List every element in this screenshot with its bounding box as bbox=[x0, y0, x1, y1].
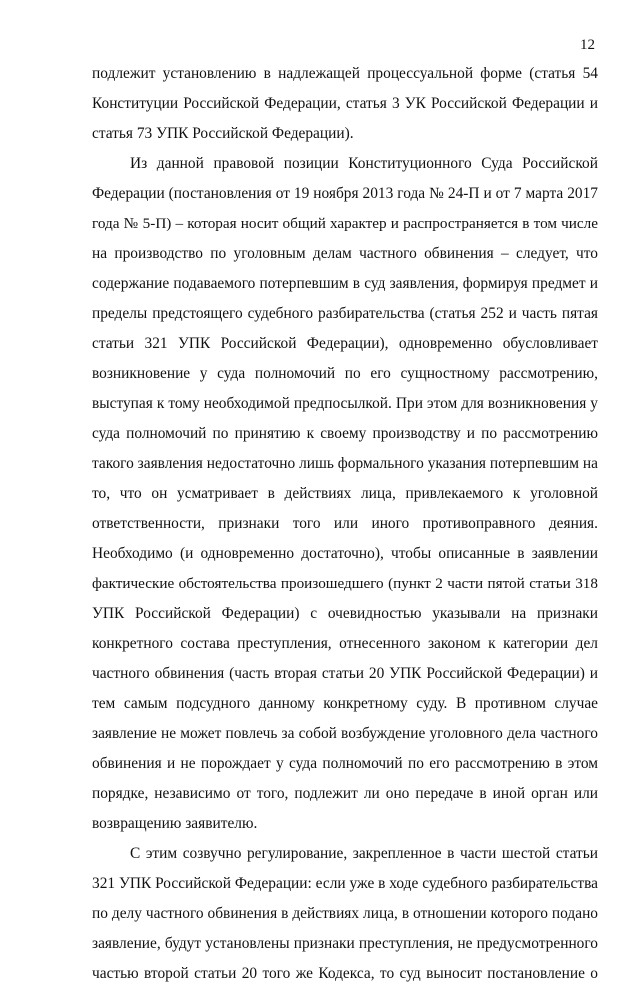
text-line: содержание подаваемого потерпевшим в суд заявления, формируя предмет и bbox=[92, 275, 598, 292]
text-line: обвинения и не порождает у суда полномочий по его рассмотрению в этом bbox=[92, 755, 598, 772]
text-line: по делу частного обвинения в действиях лица, в отношении которого подано bbox=[92, 905, 598, 922]
text-line: конкретного состава преступления, отнесенного законом к категории дел bbox=[92, 635, 598, 652]
text-line: УПК Российской Федерации) с очевидностью указывали на признаки bbox=[92, 605, 598, 622]
text-line: статьи 321 УПК Российской Федерации), одновременно обусловливает bbox=[92, 335, 598, 352]
text-line: фактические обстоятельства произошедшего (пункт 2 части пятой статьи 318 bbox=[92, 575, 598, 592]
text-line: суда полномочий по принятию к своему производству и по рассмотрению bbox=[92, 425, 598, 442]
text-line: года № 5-П) – которая носит общий характер и распространяется в том числе bbox=[92, 215, 598, 232]
text-line: возникновение у суда полномочий по его сущностному рассмотрению, bbox=[92, 365, 598, 382]
text-line: выступая к тому необходимой предпосылкой. При этом для возникновения у bbox=[92, 395, 598, 412]
text-line: пределы предстоящего судебного разбирательства (статья 252 и часть пятая bbox=[92, 305, 598, 322]
text-line: такого заявления недостаточно лишь формального указания потерпевшим на bbox=[92, 455, 598, 472]
text-line: Из данной правовой позиции Конституционного Суда Российской bbox=[130, 155, 598, 172]
page-number: 12 bbox=[580, 37, 595, 53]
text-line: 321 УПК Российской Федерации: если уже в ходе судебного разбирательства bbox=[92, 875, 598, 892]
text-line: заявление, будут установлены признаки преступления, не предусмотренного bbox=[92, 935, 598, 952]
text-line: ответственности, признаки того или иного противоправного деяния. bbox=[92, 515, 598, 532]
text-line: то, что он усматривает в действиях лица, привлекаемого к уголовной bbox=[92, 485, 598, 502]
text-line: Необходимо (и одновременно достаточно), чтобы описанные в заявлении bbox=[92, 545, 598, 562]
text-line: заявление не может повлечь за собой возбуждение уголовного дела частного bbox=[92, 725, 598, 742]
text-line: подлежит установлению в надлежащей процессуальной форме (статья 54 bbox=[92, 65, 598, 82]
text-line: на производство по уголовным делам частного обвинения – следует, что bbox=[92, 245, 598, 262]
text-line: тем самым подсудного данному конкретному суду. В противном случае bbox=[92, 695, 598, 712]
text-line: статья 73 УПК Российской Федерации). bbox=[92, 125, 354, 142]
text-line: порядке, независимо от того, подлежит ли оно передаче в иной орган или bbox=[92, 785, 598, 802]
text-line: С этим созвучно регулирование, закрепленное в части шестой статьи bbox=[130, 845, 598, 862]
text-line: частного обвинения (часть вторая статьи 20 УПК Российской Федерации) и bbox=[92, 665, 598, 682]
document-body bbox=[92, 59, 598, 989]
text-line: частью второй статьи 20 того же Кодекса, то суд выносит постановление о bbox=[92, 965, 598, 982]
text-line: Федерации (постановления от 19 ноября 2013 года № 24-П и от 7 марта 2017 bbox=[92, 185, 598, 202]
text-line: Конституции Российской Федерации, статья 3 УК Российской Федерации и bbox=[92, 95, 598, 112]
text-line: возвращению заявителю. bbox=[92, 815, 258, 832]
